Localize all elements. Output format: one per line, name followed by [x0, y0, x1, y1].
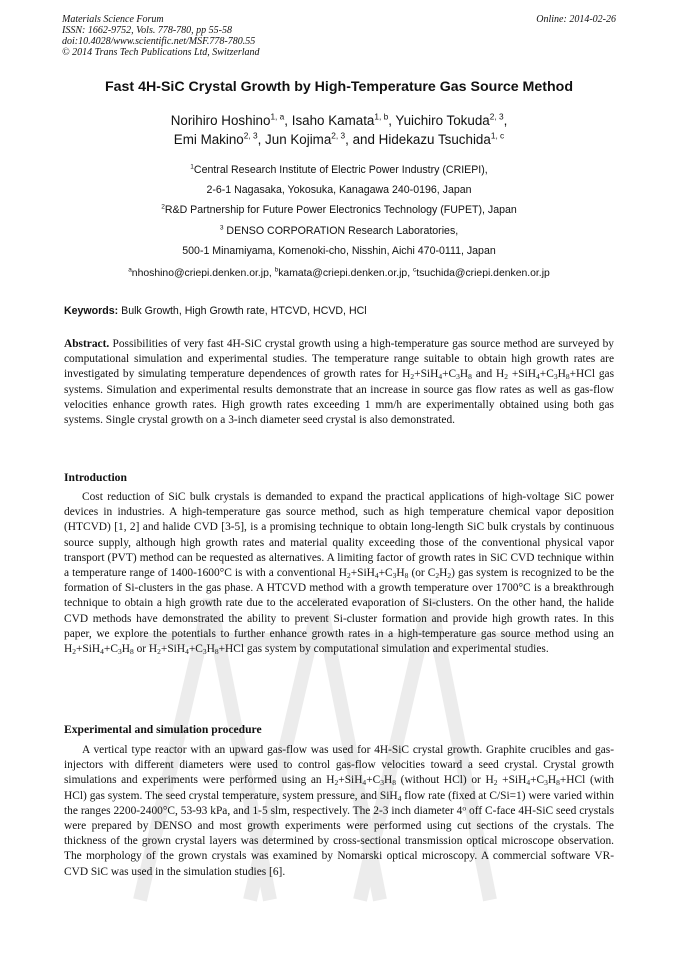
subscript: 2 — [504, 372, 509, 382]
subscript: 3 — [553, 372, 558, 382]
journal-header — [62, 14, 260, 58]
doi-line: doi:10.4028/www.scientific.net/MSF.778-780.55 — [62, 36, 256, 47]
body-text: H — [547, 774, 557, 787]
subscript: 8 — [556, 778, 560, 788]
subscript: 4 — [362, 778, 367, 788]
body-text: +SiH — [497, 774, 527, 787]
subscript: 8 — [129, 646, 134, 656]
subscript: 2 — [346, 570, 351, 580]
subscript: 2 — [157, 646, 161, 656]
affiliation-line: 500-1 Minamiyama, Komenoki-cho, Nisshin, Aichi 470-0111, Japan — [182, 244, 496, 257]
paper-title: Fast 4H-SiC Crystal Growth by High-Temperature Gas Source Method — [104, 79, 573, 95]
body-text: Cost reduction of SiC bulk crystals is demanded to expand the practical applications of high-voltage SiC power devices in industries. A high-temperature gas source method, such as high temperature chemical vapor deposition (HTCVD) [1, 2] and halide CVD [3-5], is a promising technique to obtain long-length SiC bulk crystals by continuous source supply, although high growth rates and material quality exceeding those of the conventional physical vapor transport (PVT) method can be requested as alternatives. A limiting factor of growth rates in SiC CVD technique within a temperature range of 1400-1600°C is with a conventional H — [64, 491, 614, 580]
author-name: Isaho Kamata — [291, 113, 375, 128]
subscript: 2 — [410, 372, 415, 382]
subscript: 2 — [447, 570, 452, 580]
affiliation-line: R&D Partnership for Future Power Electronics Technology (FUPET), Japan — [164, 204, 517, 217]
subscript: 2 — [72, 646, 76, 656]
issn-line: ISSN: 1662-9752, Vols. 778-780, pp 55-58 — [62, 25, 232, 36]
journal-name: Materials Science Forum — [62, 14, 164, 25]
email-link[interactable]: nhoshino@criepi.denken.or.jp — [131, 268, 269, 279]
body-text: H — [121, 643, 130, 656]
subscript: 4 — [438, 372, 443, 382]
body-text: +C — [188, 643, 203, 656]
superscript: o — [462, 803, 467, 813]
abstract-label: Abstract. — [64, 338, 110, 350]
subscript: 4 — [100, 646, 104, 656]
email-list: $^a$nhoshino@criepi.denken.or.jp, $^b$kamata@criepi.denken.or.jp, $^c$tsuchida@criepi.denken.or.jp — [128, 266, 550, 279]
subscript: 8 — [214, 646, 219, 656]
author-affiliation-mark: 2, 3 — [331, 130, 346, 141]
section-heading-experimental: Experimental and simulation procedure — [64, 723, 262, 736]
abstract-text: and H — [471, 368, 505, 381]
subscript: 3 — [380, 778, 384, 788]
subscript: 2 — [493, 778, 498, 788]
email-mark: a — [128, 266, 132, 274]
abstract-text: +SiH — [414, 368, 439, 381]
online-date: Online: 2014-02-26 — [536, 14, 616, 25]
subscript: 3 — [456, 372, 460, 382]
abstract-text: +C — [442, 368, 457, 381]
keywords — [64, 305, 616, 317]
subscript: 2 — [435, 570, 440, 580]
keywords-text: Bulk Growth, High Growth rate, HTCVD, HCVD, HCl — [121, 305, 367, 317]
body-text: H — [439, 567, 448, 580]
author-name: Yuichiro Tokuda — [395, 113, 490, 128]
affiliation-line: Central Research Institute of Electric Power Industry (CRIEPI), — [193, 164, 488, 176]
subscript: 3 — [117, 646, 122, 656]
abstract-text: Possibilities of very fast 4H-SiC crystal growth using a high-temperature gas source method are surveyed by computational simulation and experimental studies. The temperature range suitable to obtain high growth rates are investigated by simulating temperature dependences of growth rates for H — [64, 338, 614, 381]
body-text: (or C — [408, 567, 436, 580]
email-link[interactable]: kamata@criepi.denken.or.jp — [278, 268, 408, 279]
subscript: 2 — [334, 778, 339, 788]
subscript: 8 — [565, 372, 570, 382]
introduction-paragraph — [64, 490, 614, 657]
email-link[interactable]: tsuchida@criepi.denken.or.jp — [416, 268, 550, 279]
affiliation-list — [40, 160, 638, 261]
subscript: 4 — [526, 778, 531, 788]
email-mark: b — [274, 266, 279, 274]
body-text: flow rate (fixed at C/Si=1) were varied within the ranges 2200-2400°C, 53-93 kPa, and 1-5 slm, respectively. The 2-3 inch diameter 4 — [64, 789, 614, 817]
author-conjunction: and — [352, 132, 375, 147]
author-affiliation-mark: 1, b — [374, 111, 389, 122]
subscript: 8 — [392, 778, 396, 788]
abstract-text: H — [557, 368, 566, 381]
author-name: Emi Makino — [173, 132, 244, 147]
body-text: H — [396, 567, 405, 580]
affiliation-mark: 2 — [161, 203, 165, 211]
copyright-line: © 2014 Trans Tech Publications Ltd, Switzerland — [62, 47, 260, 58]
body-text: +SiH — [350, 567, 375, 580]
author-affiliation-mark: 1, a — [270, 111, 285, 122]
body-text: off C-face 4H-SiC seed crystals were prepared by DENSO and most growth experiments were performed using cut sections of the crystals. The thickness of the grown crystal layers was determined by cross-sectional transmission optical microscope observation. The morphology of the grown crystals was examined by Nomarski optical microscopy. A commercial software VR-CVD SiC was used in the simulation studies [6]. — [64, 804, 615, 878]
subscript: 4 — [397, 793, 402, 803]
body-text: +C — [366, 774, 381, 787]
subscript: 4 — [374, 570, 379, 580]
body-text: (without HCl) or H — [395, 774, 494, 787]
affiliation-line: DENSO CORPORATION Research Laboratories, — [226, 224, 459, 237]
body-text: H — [383, 774, 393, 787]
subscript: 3 — [202, 646, 207, 656]
author-affiliation-mark: 2, 3 — [243, 130, 258, 141]
subscript: 4 — [185, 646, 189, 656]
email-mark: c — [412, 266, 417, 274]
author-name: Jun Kojima — [265, 132, 332, 147]
body-text: +HCl gas system by computational simulation and experimental studies. — [218, 643, 549, 656]
author-affiliation-mark: 2, 3 — [489, 111, 504, 122]
body-text: +SiH — [338, 774, 363, 787]
body-text: +C — [530, 774, 545, 787]
subscript: 3 — [392, 570, 397, 580]
abstract-text: H — [459, 368, 469, 381]
abstract-text: +C — [539, 368, 554, 381]
subscript: 4 — [536, 372, 540, 382]
subscript: 8 — [404, 570, 409, 580]
body-text: H — [206, 643, 215, 656]
affiliation-line: 2-6-1 Nagasaka, Yokosuka, Kanagawa 240-0196, Japan — [206, 184, 472, 197]
author-name: Norihiro Hoshino — [170, 113, 271, 128]
subscript: 3 — [544, 778, 548, 788]
affiliation-mark: 3 — [219, 224, 224, 232]
body-text: ) gas system is recognized to be the formation of Si-clusters in the gas phase. A HTCVD method with a growth temperature over 1700°C is a breakthrough technique to obtain a high growth rate due to the accelerated evaporation of Si-clusters. On the other hand, the halide CVD methods have demonstrated the ability to prevent Si-cluster formation and provide high growth rates. In this paper, we explore the potentials to further enhance growth rates in a high-temperature gas source method using an H — [64, 567, 615, 656]
abstract-text: +HCl gas systems. Simulation and experimental results demonstrate that an increase in source gas flow rates as well as gas-flow velocities enhance growth rates. High growth rates exceeding 1 mm/h are experimentally obtained using both gas systems. Single crystal growth on a 3-inch diameter seed crystal is also demonstrated. — [64, 368, 615, 427]
author-list: Norihiro Hoshino$^{1, a}$, Isaho Kamata$^{1, b}$, Yuichiro Tokuda$^{2, 3}$, Emi Makino$^{2, 3}$, Jun Kojima$^{2, 3}$, and Hidekazu Tsuchida$^{1, c}$ — [170, 111, 508, 147]
body-text: or H — [133, 643, 158, 656]
affiliation-mark: 1 — [190, 163, 194, 171]
body-text: +HCl (with HCl) gas system. The seed crystal temperature, system pressure, and SiH — [64, 774, 614, 802]
body-text: A vertical type reactor with an upward gas-flow was used for 4H-SiC crystal growth. Graphite crucibles and gas-injectors with different diameters were used to control gas-flow velocities toward a seed crystal. Crystal growth simulations and experiments were performed using an H — [64, 744, 614, 787]
body-text: +SiH — [160, 643, 186, 656]
author-name: Hidekazu Tsuchida — [378, 132, 491, 147]
section-heading-introduction: Introduction — [64, 471, 127, 484]
body-text: +C — [378, 567, 393, 580]
body-text: +SiH — [76, 643, 101, 656]
body-text: +C — [103, 643, 118, 656]
abstract-text: +SiH — [508, 368, 537, 381]
author-affiliation-mark: 1, c — [490, 130, 505, 141]
keywords-label: Keywords: — [64, 305, 119, 317]
subscript: 8 — [468, 372, 472, 382]
experimental-paragraph — [64, 743, 614, 880]
abstract-paragraph — [64, 337, 614, 428]
